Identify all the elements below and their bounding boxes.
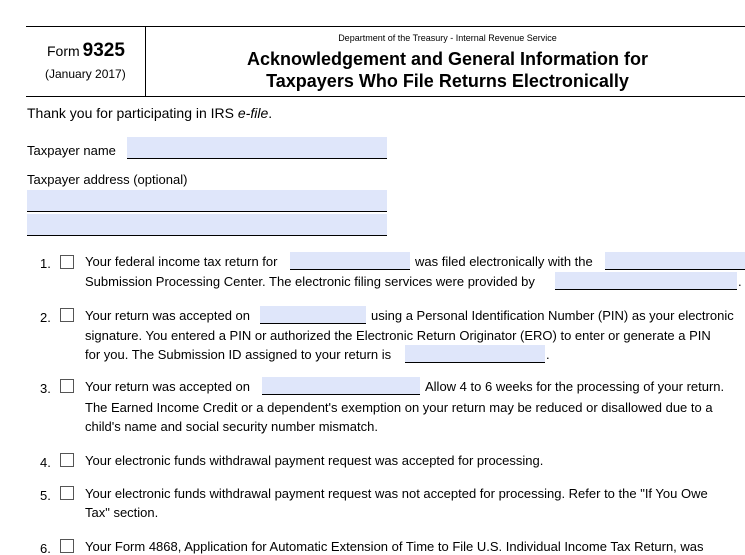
form-number-value: 9325	[82, 40, 125, 61]
item-2-line-3-end: .	[546, 347, 550, 362]
item-1-line-1b: was filed electronically with the	[415, 254, 593, 269]
form-number	[47, 40, 125, 62]
item-5-line-2: Tax" section.	[85, 505, 159, 520]
form-word: Form	[47, 43, 80, 59]
header-bottom-rule	[26, 96, 745, 97]
taxpayer-name-label: Taxpayer name	[27, 143, 116, 158]
item-3-line-2: The Earned Income Credit or a dependent's exemption on your return may be reduced or disallowed due to a	[85, 400, 713, 415]
item-3-number: 3.	[40, 381, 51, 396]
item-1-number: 1.	[40, 256, 51, 271]
item-3-checkbox[interactable]	[60, 379, 74, 393]
item-3-line-1b: Allow 4 to 6 weeks for the processing of your return.	[425, 379, 725, 394]
taxpayer-address-line-1[interactable]	[27, 190, 387, 212]
item-5-number: 5.	[40, 488, 51, 503]
item-1-line-2: Submission Processing Center. The electronic filing services were provided by	[85, 274, 535, 289]
taxpayer-name-field[interactable]	[127, 137, 387, 159]
item-6-line-1: Your Form 4868, Application for Automatic Extension of Time to File U.S. Individual Income Tax Return, was	[85, 539, 704, 554]
item-2-number: 2.	[40, 310, 51, 325]
item-2-line-3a: for you. The Submission ID assigned to your return is	[85, 347, 392, 362]
item-3-line-3: child's name and social security number mismatch.	[85, 419, 378, 434]
taxpayer-address-line-2[interactable]	[27, 214, 387, 236]
item-6-number: 6.	[40, 541, 51, 555]
title-line-1: Acknowledgement and General Information for	[246, 49, 649, 69]
item-2-line-1a: Your return was accepted on	[85, 308, 251, 323]
form-title	[150, 48, 745, 92]
agency-name: Department of the Treasury - Internal Revenue Service	[338, 33, 557, 43]
form-date: (January 2017)	[45, 67, 126, 81]
item-1-line-1a: Your federal income tax return for	[85, 254, 278, 269]
taxpayer-address-label: Taxpayer address (optional)	[27, 172, 188, 187]
item-2-line-1b: using a Personal Identification Number (PIN) as your electronic	[371, 308, 734, 323]
item-1-center-field[interactable]	[605, 252, 745, 270]
item-5-line-1: Your electronic funds withdrawal payment request was not accepted for processing. Refer to the "If You Owe	[85, 486, 708, 501]
form-id-box	[26, 27, 146, 97]
title-line-2: Taxpayers Who File Returns Electronically	[266, 71, 629, 91]
item-1-tax-year-field[interactable]	[290, 252, 410, 270]
item-3-line-1a: Your return was accepted on	[85, 379, 251, 394]
item-4-number: 4.	[40, 455, 51, 470]
item-5-checkbox[interactable]	[60, 486, 74, 500]
item-1-provider-field[interactable]	[555, 272, 737, 290]
intro-text: Thank you for participating in IRS e-file.	[27, 105, 273, 121]
item-6-checkbox[interactable]	[60, 539, 74, 553]
item-4-checkbox[interactable]	[60, 453, 74, 467]
item-1-line-2-end: .	[738, 274, 742, 289]
efile-term: e-file	[237, 105, 269, 121]
item-3-accepted-date-field[interactable]	[262, 377, 420, 395]
item-1-checkbox[interactable]	[60, 255, 74, 269]
item-2-accepted-date-field[interactable]	[260, 306, 366, 324]
item-2-checkbox[interactable]	[60, 308, 74, 322]
item-2-submission-id-field[interactable]	[405, 345, 545, 363]
item-2-line-2: signature. You entered a PIN or authorized the Electronic Return Originator (ERO) to enter or generate a PIN	[85, 328, 711, 343]
item-4-line-1: Your electronic funds withdrawal payment request was accepted for processing.	[85, 453, 544, 468]
